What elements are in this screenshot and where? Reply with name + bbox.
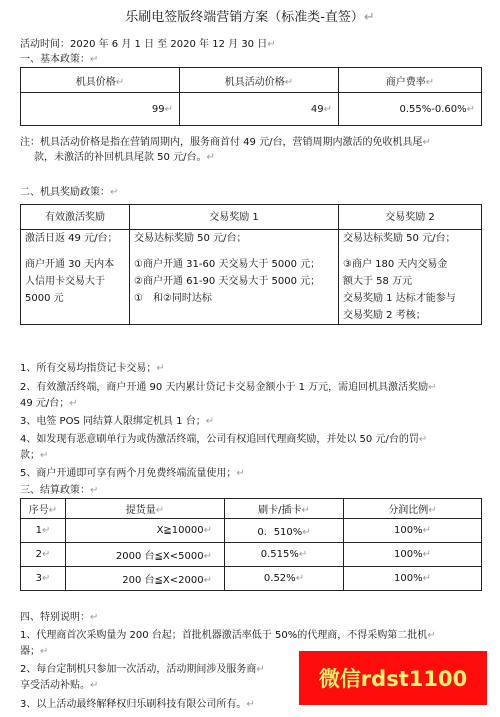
- cell-line: 商户开通 30 天内本: [25, 259, 115, 270]
- activity-period: 活动时间：2020 年 6 月 1 日 至 2020 年 12 月 30 日↵: [20, 39, 276, 50]
- cell-line: 人信用卡交易大于: [25, 276, 105, 287]
- row-volume: 200 台≦X<2000↵: [66, 567, 225, 591]
- note-line: 款，未激活的补回机具尾款 50 元/台。↵: [34, 152, 215, 163]
- header-share-ratio: 分润比例↵: [344, 499, 482, 519]
- section-settlement: 三、结算政策：↵: [20, 485, 99, 496]
- rule-line: 2、有效激活终端，商户开通 90 天内累计贷记卡交易金额小于 1 万元，需追回机具激活奖励↵: [20, 382, 437, 393]
- header-volume: 提货量↵: [66, 499, 225, 519]
- row-rate: 0.52%↵: [225, 567, 344, 591]
- basic-policy-table: [20, 67, 482, 126]
- return-mark: ↵: [284, 76, 294, 88]
- activation-reward-cell: [21, 230, 130, 325]
- return-mark: ↵: [422, 137, 431, 148]
- special-line: 享受活动补贴。↵: [20, 680, 99, 691]
- document-title: 乐刷电签版终端营销方案（标准类-直签）↵: [125, 10, 375, 25]
- reward-policy-table: [20, 204, 482, 325]
- settlement-table: [20, 498, 482, 591]
- machine-price: 99↵: [21, 93, 180, 126]
- return-mark: ↵: [428, 505, 437, 516]
- return-mark: ↵: [41, 549, 51, 560]
- return-mark: ↵: [48, 505, 58, 516]
- row-share: 100%↵: [344, 519, 482, 543]
- activity-price: 49↵: [180, 93, 339, 126]
- return-mark: ↵: [236, 468, 245, 479]
- cell-line: ②商户开通 61-90 天交易大于 5000 元；: [134, 276, 321, 287]
- header-machine-price: 机具价格↵: [21, 68, 180, 93]
- row-index: 2↵: [21, 543, 66, 567]
- rule-line: 3、电签 POS 同结算人限绑定机具 1 台；↵: [20, 416, 215, 427]
- header-card-type: 刷卡/插卡↵: [225, 499, 344, 519]
- row-share: 100%↵: [344, 567, 482, 591]
- row-rate: 0.515%↵: [225, 543, 344, 567]
- return-mark: ↵: [422, 525, 431, 536]
- row-rate: 0．510%↵: [225, 519, 344, 543]
- return-mark: ↵: [427, 630, 436, 641]
- rule-line: 49 元/台；↵: [20, 398, 78, 409]
- return-mark: ↵: [206, 152, 215, 163]
- row-index: 3↵: [21, 567, 66, 591]
- special-line: 器；↵: [20, 646, 49, 657]
- special-line: 1、代理商首次采购量为 200 台起；首批机器激活率低于 50%的代理商，不得采购第二批机↵: [20, 630, 436, 641]
- cell-line: ① 和②同时达标: [134, 293, 212, 304]
- section-reward-policy: 二、机具奖励政策：↵: [20, 187, 119, 198]
- row-volume: X≧10000↵: [66, 519, 225, 543]
- cell-line: 交易奖励 2 考核；: [343, 310, 426, 321]
- return-mark: ↵: [298, 549, 308, 560]
- trade-reward-2-cell: [339, 230, 482, 325]
- cell-line: 激活日返 49 元/台；: [25, 233, 118, 244]
- rule-line: 款；↵: [20, 450, 49, 461]
- return-mark: ↵: [422, 573, 431, 584]
- merchant-rate: 0.55%-0.60%↵: [339, 93, 482, 126]
- return-mark: ↵: [69, 398, 78, 409]
- table-row: [21, 567, 482, 591]
- return-mark: ↵: [90, 680, 99, 691]
- wechat-watermark: 微信rdst1100: [299, 651, 487, 705]
- rule-line: 4、如发现有恶意刷单行为或伪激活终端，公司有权追回代理商奖励，并处以 50 元/台的罚↵: [20, 434, 428, 445]
- return-mark: ↵: [90, 485, 99, 496]
- return-mark: ↵: [203, 525, 212, 536]
- table-row: [21, 519, 482, 543]
- header-index: 序号↵: [21, 499, 66, 519]
- rule-line: 5、商户开通即可享有两个月免费终端流量使用；↵: [20, 468, 245, 479]
- return-mark: ↵: [205, 416, 215, 427]
- cell-line: 交易达标奖励 50 元/台；: [343, 233, 456, 244]
- return-mark: ↵: [40, 646, 49, 657]
- return-mark: ↵: [466, 103, 475, 115]
- return-mark: ↵: [115, 76, 125, 88]
- return-mark: ↵: [256, 664, 265, 675]
- return-mark: ↵: [418, 434, 428, 445]
- header-merchant-rate: 商户费率↵: [339, 68, 482, 93]
- return-mark: ↵: [425, 76, 435, 88]
- cell-line: 额大于 58 万元: [343, 276, 413, 287]
- return-mark: ↵: [90, 612, 99, 623]
- return-mark: ↵: [267, 39, 276, 50]
- return-mark: ↵: [428, 382, 437, 393]
- header-activity-price: 机具活动价格↵: [180, 68, 339, 93]
- return-mark: ↵: [164, 103, 173, 115]
- special-line: 2、每台定制机只参加一次活动，活动期间涉及服务商↵: [20, 664, 265, 675]
- row-index: 1↵: [21, 519, 66, 543]
- header-activation-reward: 有效激活奖励: [21, 205, 130, 230]
- cell-line: [343, 247, 477, 256]
- return-mark: ↵: [422, 549, 431, 560]
- cell-line: [134, 247, 334, 256]
- return-mark: ↵: [40, 450, 49, 461]
- return-mark: ↵: [302, 527, 311, 538]
- row-volume: 2000 台≦X<5000↵: [66, 543, 225, 567]
- section-special: 四、特别说明：↵: [20, 612, 99, 623]
- trade-reward-1-cell: [130, 230, 339, 325]
- special-line: 3、以上活动最终解释权归乐刷科技有限公司所有。↵: [20, 699, 255, 710]
- cell-line: 5000 元: [25, 293, 64, 304]
- return-mark: ↵: [301, 505, 310, 516]
- header-trade-reward-2: 交易奖励 2: [339, 205, 482, 230]
- note-line: 注：机具活动价格是指在营销周期内，服务商首付 49 元/台，营销周期内激活的免收机具尾↵: [20, 137, 431, 148]
- cell-line: ③商户 180 天内交易金: [343, 259, 448, 270]
- section-basic-policy: 一、基本政策：↵: [20, 54, 99, 65]
- row-share: 100%↵: [344, 543, 482, 567]
- return-mark: ↵: [203, 575, 212, 586]
- cell-line: ①商户开通 31-60 天交易大于 5000 元；: [134, 259, 321, 270]
- return-mark: ↵: [41, 573, 51, 584]
- return-mark: ↵: [246, 699, 255, 710]
- cell-line: 交易达标奖励 50 元/台；: [134, 233, 247, 244]
- return-mark: ↵: [90, 54, 99, 65]
- rule-line: 1、所有交易均指贷记卡交易；↵: [20, 363, 165, 374]
- return-mark: ↵: [41, 525, 51, 536]
- return-mark: ↵: [110, 187, 119, 198]
- return-mark: ↵: [155, 505, 165, 516]
- return-mark: ↵: [323, 103, 332, 115]
- return-mark: ↵: [156, 363, 165, 374]
- return-mark: ↵: [363, 10, 375, 25]
- header-trade-reward-1: 交易奖励 1: [130, 205, 339, 230]
- table-row: [21, 543, 482, 567]
- cell-line: 交易奖励 1 达标才能参与: [343, 293, 456, 304]
- return-mark: ↵: [203, 551, 212, 562]
- return-mark: ↵: [295, 573, 305, 584]
- cell-line: [25, 247, 125, 256]
